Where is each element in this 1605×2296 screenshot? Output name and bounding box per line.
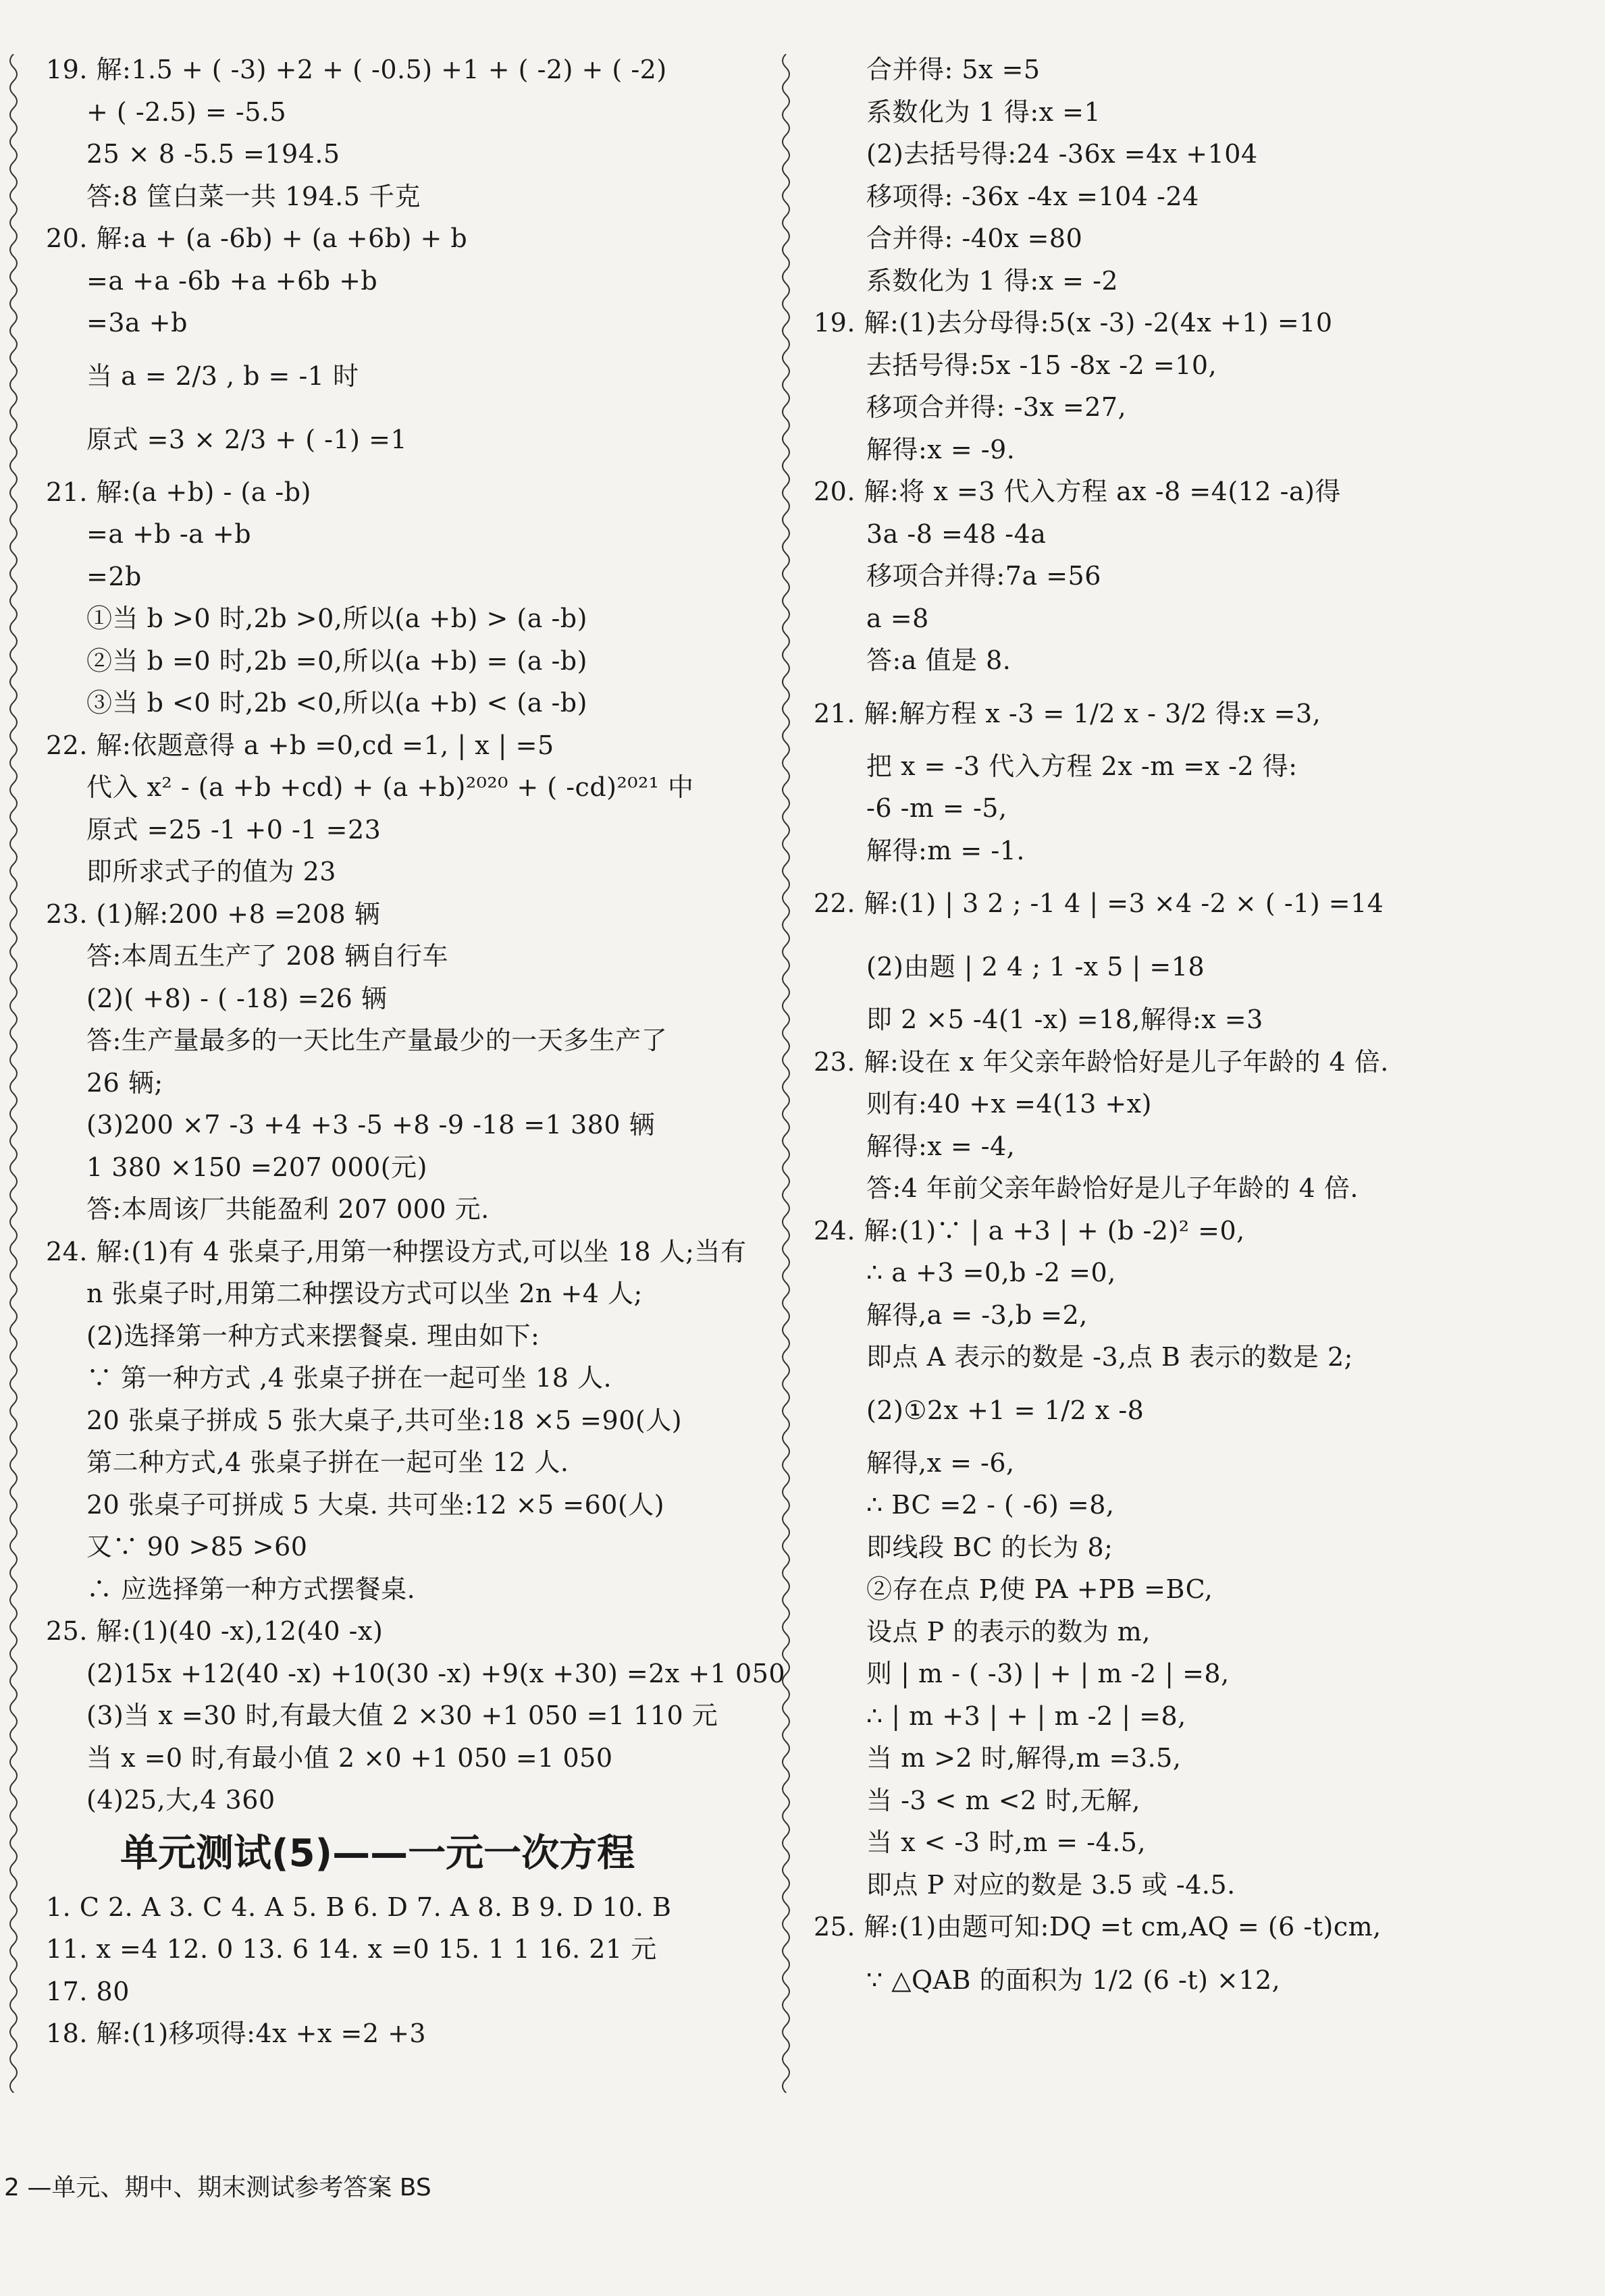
right-answer-lines [814, 49, 1570, 2012]
answer-line: 第二种方式,4 张桌子拼在一起可坐 12 人. [86, 1447, 569, 1477]
answer-line: (3)200 ×7 -3 +4 +3 -5 +8 -9 -18 =1 380 辆 [86, 1110, 656, 1140]
answer-line: 11. x =4 12. 0 13. 6 14. x =0 15. 1 1 16. 21 元 [46, 1934, 657, 1964]
answer-line: ②存在点 P,使 PA +PB =BC, [866, 1574, 1213, 1604]
answer-line: 1 380 ×150 =207 000(元) [86, 1152, 427, 1182]
answer-line: 21. 解:解方程 x -3 = 1/2 x - 3/2 得:x =3, [814, 698, 1321, 728]
answer-line: n 张桌子时,用第二种摆设方式可以坐 2n +4 人; [86, 1279, 643, 1308]
answer-line: 把 x = -3 代入方程 2x -m =x -2 得: [866, 751, 1298, 781]
answer-line: 1. C 2. A 3. C 4. A 5. B 6. D 7. A 8. B 9. D 10. B [46, 1892, 672, 1922]
answer-line: (2)去括号得:24 -36x =4x +104 [866, 139, 1258, 169]
answer-line: a =8 [866, 603, 929, 633]
answer-line: (4)25,大,4 360 [86, 1785, 275, 1815]
answer-line: 答:8 筐白菜一共 194.5 千克 [86, 181, 421, 211]
answer-line: 3a -8 =48 -4a [866, 518, 1047, 549]
answer-line: ∴ a +3 =0,b -2 =0, [866, 1258, 1116, 1287]
answer-line: 当 x =0 时,有最小值 2 ×0 +1 050 =1 050 [86, 1742, 613, 1773]
answer-line: 21. 解:(a +b) - (a -b) [46, 477, 311, 507]
answer-line: 22. 解:(1) | 3 2 ; -1 4 | =3 ×4 -2 × ( -1) =14 [814, 888, 1384, 918]
answer-line: -6 -m = -5, [866, 793, 1007, 823]
answer-line: 设点 P 的表示的数为 m, [866, 1616, 1151, 1647]
answer-line: 答:本周该厂共能盈利 207 000 元. [86, 1194, 490, 1224]
answer-line: 解得:m = -1. [866, 835, 1025, 865]
answer-line: 20 张桌子可拼成 5 大桌. 共可坐:12 ×5 =60(人) [86, 1489, 665, 1520]
answer-line: 去括号得:5x -15 -8x -2 =10, [866, 350, 1217, 380]
answer-line: ∵ 第一种方式 ,4 张桌子拼在一起可坐 18 人. [86, 1363, 612, 1393]
answer-line: ∴ 应选择第一种方式摆餐桌. [86, 1574, 416, 1604]
answer-line: ②当 b =0 时,2b =0,所以(a +b) = (a -b) [86, 645, 587, 676]
right-column [814, 49, 1570, 2012]
answer-line: 25. 解:(1)(40 -x),12(40 -x) [46, 1616, 384, 1646]
answer-line: 系数化为 1 得:x =1 [866, 97, 1101, 127]
answer-line: 系数化为 1 得:x = -2 [866, 265, 1119, 296]
answer-line: 24. 解:(1)∵ | a +3 | + (b -2)² =0, [814, 1215, 1245, 1246]
answer-line: 20. 解:将 x =3 代入方程 ax -8 =4(12 -a)得 [814, 477, 1341, 506]
answer-line: 即 2 ×5 -4(1 -x) =18,解得:x =3 [866, 1005, 1263, 1034]
answer-line: 即点 P 对应的数是 3.5 或 -4.5. [866, 1869, 1236, 1900]
answer-line: (2)由题 | 2 4 ; 1 -x 5 | =18 [866, 952, 1205, 982]
answer-line: 23. (1)解:200 +8 =208 辆 [46, 899, 381, 929]
answer-line: 18. 解:(1)移项得:4x +x =2 +3 [46, 2019, 427, 2048]
answer-line: 答:本周五生产了 208 辆自行车 [86, 941, 448, 971]
answer-line: 解得:x = -4, [866, 1131, 1016, 1161]
answer-line: 解得,a = -3,b =2, [866, 1300, 1088, 1330]
answer-line: =3a +b [86, 308, 188, 338]
answer-line: =a +b -a +b [86, 519, 252, 549]
answer-line: 22. 解:依题意得 a +b =0,cd =1, | x | =5 [46, 730, 554, 760]
answer-line: 当 m >2 时,解得,m =3.5, [866, 1743, 1182, 1773]
answer-line: 当 a = 2/3 , b = -1 时 [86, 361, 359, 391]
answer-line: 则 | m - ( -3) | + | m -2 | =8, [866, 1659, 1230, 1688]
answer-line: 代入 x² - (a +b +cd) + (a +b)²⁰²⁰ + ( -cd)²⁰²¹ 中 [86, 772, 694, 802]
answer-line: 17. 80 [46, 1976, 130, 2006]
center-wavy-divider [778, 54, 794, 2093]
answer-line: 23. 解:设在 x 年父亲年龄恰好是儿子年龄的 4 倍. [814, 1046, 1389, 1077]
answer-line: (2)( +8) - ( -18) =26 辆 [86, 983, 388, 1013]
answer-line: 即点 A 表示的数是 -3,点 B 表示的数是 2; [866, 1342, 1353, 1372]
answer-line: 24. 解:(1)有 4 张桌子,用第一种摆设方式,可以坐 18 人;当有 [46, 1236, 747, 1266]
left-answer-lines [46, 49, 786, 1821]
answer-line: 又∵ 90 >85 >60 [86, 1532, 308, 1561]
answer-line: 移项得: -36x -4x =104 -24 [866, 181, 1199, 211]
answer-line: (2)选择第一种方式来摆餐桌. 理由如下: [86, 1320, 540, 1351]
section-title: 单元测试(5)——一元一次方程 [120, 1831, 635, 1875]
answer-line: 答:生产量最多的一天比生产量最少的一天多生产了 [86, 1025, 668, 1055]
answer-line: 即所求式子的值为 23 [86, 857, 336, 886]
answer-line: 则有:40 +x =4(13 +x) [866, 1089, 1152, 1119]
answer-line: 移项合并得: -3x =27, [866, 392, 1127, 422]
answer-line: 19. 解:(1)去分母得:5(x -3) -2(4x +1) =10 [814, 308, 1333, 338]
answer-line: =a +a -6b +a +6b +b [86, 265, 378, 296]
answer-line: 合并得: -40x =80 [866, 223, 1083, 253]
answer-line: + ( -2.5) = -5.5 [86, 97, 287, 127]
answer-line: ③当 b <0 时,2b <0,所以(a +b) < (a -b) [86, 688, 587, 718]
answer-line: 答:4 年前父亲年龄恰好是儿子年龄的 4 倍. [866, 1173, 1359, 1203]
answer-line: 25. 解:(1)由题可知:DQ =t cm,AQ = (6 -t)cm, [814, 1912, 1382, 1942]
answer-line: 移项合并得:7a =56 [866, 561, 1101, 591]
answer-line: 当 -3 < m <2 时,无解, [866, 1785, 1140, 1815]
answer-line: ∴ | m +3 | + | m -2 | =8, [866, 1701, 1186, 1731]
answer-line: ①当 b >0 时,2b >0,所以(a +b) > (a -b) [86, 604, 587, 633]
answer-line: (3)当 x =30 时,有最大值 2 ×30 +1 050 =1 110 元 [86, 1701, 718, 1730]
answer-line: 原式 =25 -1 +0 -1 =23 [86, 814, 381, 845]
answer-line: 解得,x = -6, [866, 1447, 1015, 1478]
answer-line: 即线段 BC 的长为 8; [866, 1532, 1113, 1562]
answer-line: 当 x < -3 时,m = -4.5, [866, 1827, 1147, 1857]
choice-answers [46, 1886, 741, 2055]
answer-line: ∴ BC =2 - ( -6) =8, [866, 1490, 1115, 1520]
answer-line: 20 张桌子拼成 5 张大桌子,共可坐:18 ×5 =90(人) [86, 1405, 683, 1435]
answer-line: 20. 解:a + (a -6b) + (a +6b) + b [46, 223, 468, 253]
answer-line: 合并得: 5x =5 [866, 55, 1041, 84]
answer-line: ∵ △QAB 的面积为 1/2 (6 -t) ×12, [866, 1965, 1281, 1995]
answer-line: 25 × 8 -5.5 =194.5 [86, 139, 340, 169]
answer-line: =2b [86, 561, 142, 591]
answer-line: 原式 =3 × 2/3 + ( -1) =1 [86, 424, 408, 454]
page-footer: 2 —单元、期中、期末测试参考答案 BS [4, 2174, 431, 2201]
left-column [46, 49, 786, 2055]
answer-line: 解得:x = -9. [866, 434, 1016, 464]
answer-line: 26 辆; [86, 1067, 163, 1098]
answer-line: (2)①2x +1 = 1/2 x -8 [866, 1395, 1144, 1425]
answer-line: (2)15x +12(40 -x) +10(30 -x) +9(x +30) =2x +1 050 [86, 1658, 786, 1688]
answer-line: 19. 解:1.5 + ( -3) +2 + ( -0.5) +1 + ( -2) + ( -2) [46, 55, 667, 84]
answer-line: 答:a 值是 8. [866, 645, 1011, 675]
left-wavy-border [5, 54, 22, 2093]
